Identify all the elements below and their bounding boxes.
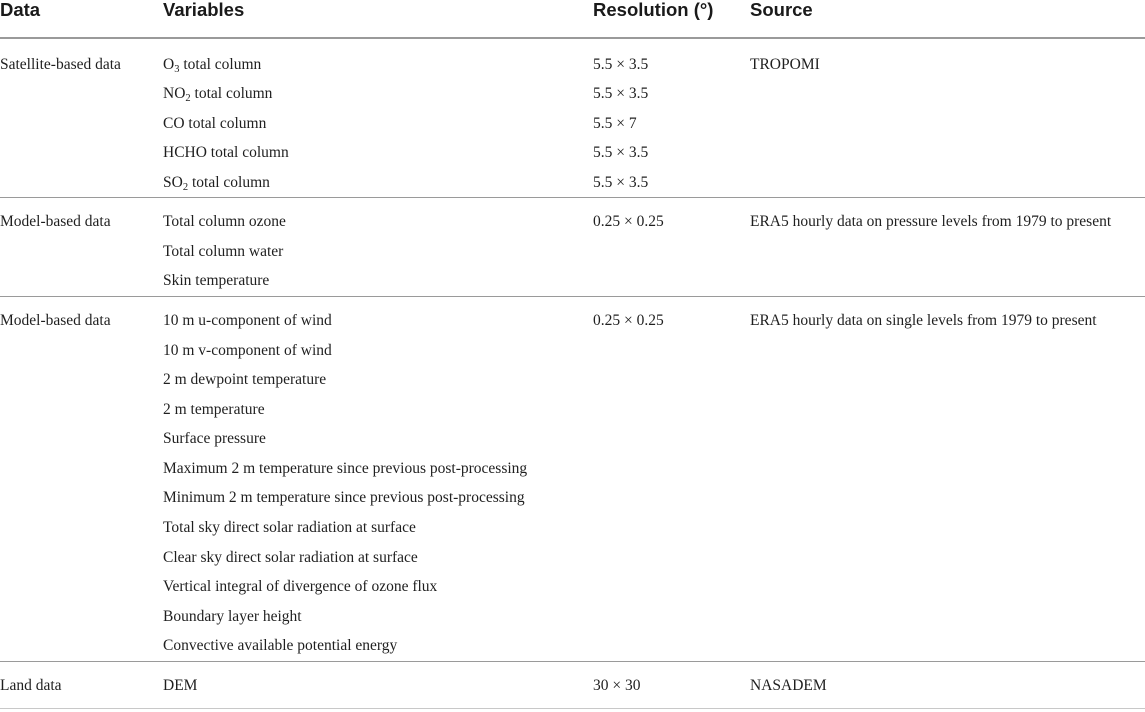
group-source: ERA5 hourly data on single levels from 1979 to present <box>750 312 1097 329</box>
variable-cell: Skin temperature <box>163 272 270 289</box>
table-bottom-rule <box>0 708 1145 709</box>
group-source: TROPOMI <box>750 56 820 73</box>
variable-cell: $NO_2$ total column <box>163 85 273 104</box>
variable-cell: Convective available potential energy <box>163 637 398 654</box>
variable-cell: HCHO total column <box>163 144 289 161</box>
header-variables: Variables <box>163 0 245 20</box>
group-source: NASADEM <box>750 677 827 694</box>
variable-cell: Vertical integral of divergence of ozone flux <box>163 578 438 595</box>
variable-cell: Surface pressure <box>163 430 266 447</box>
variable-cell: 10 m v-component of wind <box>163 342 332 359</box>
variable-cell: $SO_2$ total column <box>163 174 270 193</box>
variable-cell: 10 m u-component of wind <box>163 312 332 329</box>
variable-cell: 2 m dewpoint temperature <box>163 371 327 388</box>
group-data-label: Land data <box>0 677 62 694</box>
variable-cell: 2 m temperature <box>163 401 265 418</box>
variable-cell: Minimum 2 m temperature since previous post-processing <box>163 489 525 506</box>
variable-cell: Total sky direct solar radiation at surface <box>163 519 416 536</box>
variable-cell: Total column water <box>163 243 284 260</box>
resolution-cell: 5.5 × 7 <box>593 115 637 132</box>
group-resolution: 0.25 × 0.25 <box>593 213 664 230</box>
group-divider <box>0 296 1145 297</box>
variable-cell: CO total column <box>163 115 267 132</box>
group-resolution: 0.25 × 0.25 <box>593 312 664 329</box>
header-source: Source <box>750 0 813 20</box>
resolution-cell: 5.5 × 3.5 <box>593 144 649 161</box>
group-source: ERA5 hourly data on pressure levels from 1979 to present <box>750 213 1112 230</box>
variable-cell: Maximum 2 m temperature since previous post-processing <box>163 460 528 477</box>
variable-cell: Clear sky direct solar radiation at surface <box>163 549 418 566</box>
group-data-label: Satellite-based data <box>0 56 121 73</box>
group-divider <box>0 197 1145 198</box>
group-resolution: 30 × 30 <box>593 677 641 694</box>
header-data: Data <box>0 0 41 20</box>
header-rule <box>0 37 1145 39</box>
group-data-label: Model-based data <box>0 213 111 230</box>
variable-cell: Boundary layer height <box>163 608 302 625</box>
group-data-label: Model-based data <box>0 312 111 329</box>
group-divider <box>0 661 1145 662</box>
resolution-cell: 5.5 × 3.5 <box>593 56 649 73</box>
header-resolution: Resolution (°) <box>593 0 714 20</box>
variable-cell: $O_3$ total column <box>163 56 262 75</box>
resolution-cell: 5.5 × 3.5 <box>593 85 649 102</box>
variable-cell: DEM <box>163 677 198 694</box>
variable-cell: Total column ozone <box>163 213 286 230</box>
resolution-cell: 5.5 × 3.5 <box>593 174 649 191</box>
